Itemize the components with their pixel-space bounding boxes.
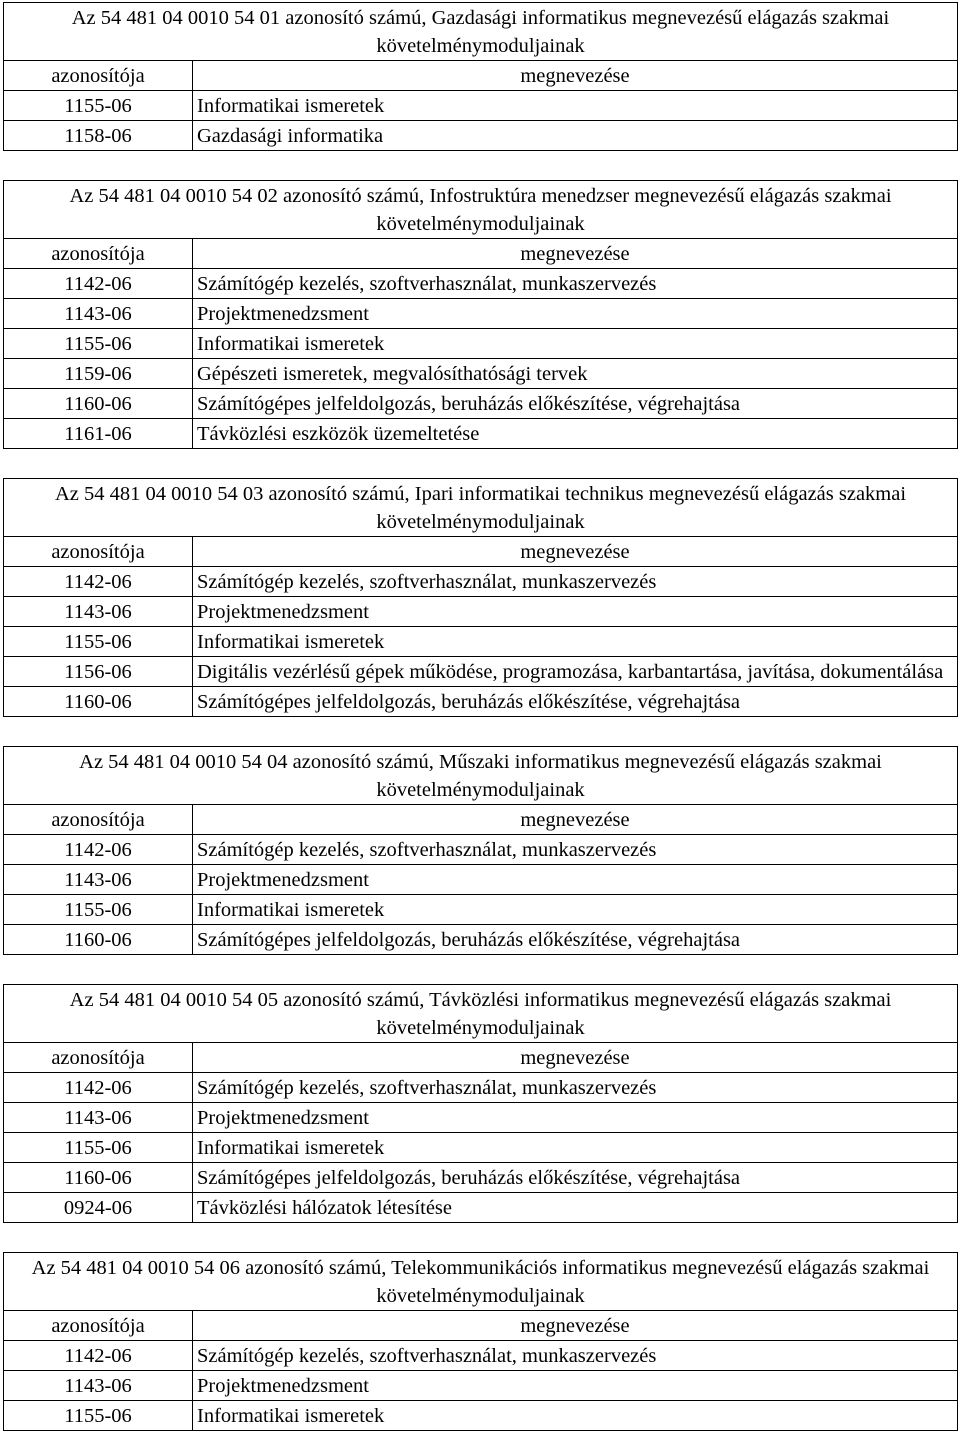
- document: [3, 2, 957, 1431]
- module-code: 1155-06: [4, 91, 193, 121]
- module-table: [3, 2, 958, 151]
- module-table: [3, 746, 958, 955]
- table-title-row: [4, 985, 958, 1043]
- table-row: [4, 1341, 958, 1371]
- module-code: 1142-06: [4, 835, 193, 865]
- table-row: [4, 1371, 958, 1401]
- module-code: 1155-06: [4, 895, 193, 925]
- table-title: Az 54 481 04 0010 54 05 azonosító számú, Távközlési informatikus megnevezésű elágazás szakmai követelménymoduljainak: [4, 985, 958, 1043]
- table-title-row: [4, 3, 958, 61]
- module-name: Gépészeti ismeretek, megvalósíthatósági tervek: [193, 359, 958, 389]
- table-header-row: [4, 1043, 958, 1073]
- column-header-code: azonosítója: [4, 805, 193, 835]
- table-header-row: [4, 1311, 958, 1341]
- table-title: Az 54 481 04 0010 54 03 azonosító számú, Ipari informatikai technikus megnevezésű elágazás szakmai követelménymoduljainak: [4, 479, 958, 537]
- table-row: [4, 91, 958, 121]
- module-code: 1155-06: [4, 1401, 193, 1431]
- table-title: Az 54 481 04 0010 54 01 azonosító számú, Gazdasági informatikus megnevezésű elágazás szakmai követelménymoduljainak: [4, 3, 958, 61]
- module-name: Informatikai ismeretek: [193, 1133, 958, 1163]
- module-name: Számítógép kezelés, szoftverhasználat, munkaszervezés: [193, 1341, 958, 1371]
- column-header-code: azonosítója: [4, 61, 193, 91]
- column-header-name: megnevezése: [193, 805, 958, 835]
- module-code: 1143-06: [4, 1371, 193, 1401]
- module-name: Informatikai ismeretek: [193, 329, 958, 359]
- module-name: Számítógép kezelés, szoftverhasználat, munkaszervezés: [193, 835, 958, 865]
- table-header-row: [4, 239, 958, 269]
- module-code: 1143-06: [4, 865, 193, 895]
- module-name: Projektmenedzsment: [193, 597, 958, 627]
- table-row: [4, 925, 958, 955]
- column-header-name: megnevezése: [193, 239, 958, 269]
- module-code: 1143-06: [4, 1103, 193, 1133]
- table-row: [4, 389, 958, 419]
- module-name: Gazdasági informatika: [193, 121, 958, 151]
- module-name: Projektmenedzsment: [193, 299, 958, 329]
- module-name: Számítógépes jelfeldolgozás, beruházás előkészítése, végrehajtása: [193, 687, 958, 717]
- table-row: [4, 359, 958, 389]
- module-code: 1158-06: [4, 121, 193, 151]
- column-header-name: megnevezése: [193, 61, 958, 91]
- table-row: [4, 835, 958, 865]
- module-name: Távközlési eszközök üzemeltetése: [193, 419, 958, 449]
- table-title: Az 54 481 04 0010 54 02 azonosító számú, Infostruktúra menedzser megnevezésű elágazás szakmai követelménymoduljainak: [4, 181, 958, 239]
- module-code: 1161-06: [4, 419, 193, 449]
- module-name: Projektmenedzsment: [193, 1371, 958, 1401]
- module-code: 1142-06: [4, 567, 193, 597]
- module-code: 1160-06: [4, 925, 193, 955]
- module-table: [3, 478, 958, 717]
- module-name: Távközlési hálózatok létesítése: [193, 1193, 958, 1223]
- module-name: Számítógépes jelfeldolgozás, beruházás előkészítése, végrehajtása: [193, 1163, 958, 1193]
- table-header-row: [4, 537, 958, 567]
- column-header-code: azonosítója: [4, 239, 193, 269]
- module-code: 0924-06: [4, 1193, 193, 1223]
- table-row: [4, 1401, 958, 1431]
- table-row: [4, 329, 958, 359]
- table-row: [4, 627, 958, 657]
- module-name: Számítógép kezelés, szoftverhasználat, munkaszervezés: [193, 1073, 958, 1103]
- table-row: [4, 419, 958, 449]
- module-code: 1142-06: [4, 269, 193, 299]
- table-header-row: [4, 61, 958, 91]
- module-name: Számítógépes jelfeldolgozás, beruházás előkészítése, végrehajtása: [193, 925, 958, 955]
- module-code: 1143-06: [4, 597, 193, 627]
- module-name: Informatikai ismeretek: [193, 91, 958, 121]
- module-code: 1159-06: [4, 359, 193, 389]
- table-row: [4, 1163, 958, 1193]
- module-table: [3, 984, 958, 1223]
- table-title-row: [4, 181, 958, 239]
- column-header-name: megnevezése: [193, 537, 958, 567]
- module-code: 1142-06: [4, 1341, 193, 1371]
- table-title-row: [4, 1253, 958, 1311]
- module-name: Informatikai ismeretek: [193, 627, 958, 657]
- module-name: Informatikai ismeretek: [193, 895, 958, 925]
- module-code: 1155-06: [4, 1133, 193, 1163]
- module-code: 1160-06: [4, 389, 193, 419]
- module-name: Számítógép kezelés, szoftverhasználat, munkaszervezés: [193, 269, 958, 299]
- table-title: Az 54 481 04 0010 54 04 azonosító számú, Műszaki informatikus megnevezésű elágazás szakmai követelménymoduljainak: [4, 747, 958, 805]
- table-title-row: [4, 479, 958, 537]
- module-code: 1155-06: [4, 627, 193, 657]
- table-title-row: [4, 747, 958, 805]
- table-header-row: [4, 805, 958, 835]
- module-code: 1142-06: [4, 1073, 193, 1103]
- table-row: [4, 1073, 958, 1103]
- column-header-code: azonosítója: [4, 1043, 193, 1073]
- module-code: 1160-06: [4, 1163, 193, 1193]
- module-table: [3, 1252, 958, 1431]
- table-row: [4, 269, 958, 299]
- table-row: [4, 1193, 958, 1223]
- module-table: [3, 180, 958, 449]
- table-title: Az 54 481 04 0010 54 06 azonosító számú, Telekommunikációs informatikus megnevezésű elágazás szakmai követelménymoduljainak: [4, 1253, 958, 1311]
- module-name: Informatikai ismeretek: [193, 1401, 958, 1431]
- module-code: 1160-06: [4, 687, 193, 717]
- table-row: [4, 567, 958, 597]
- table-row: [4, 865, 958, 895]
- module-code: 1143-06: [4, 299, 193, 329]
- table-row: [4, 597, 958, 627]
- column-header-name: megnevezése: [193, 1311, 958, 1341]
- table-row: [4, 895, 958, 925]
- module-name: Projektmenedzsment: [193, 1103, 958, 1133]
- module-name: Digitális vezérlésű gépek működése, programozása, karbantartása, javítása, dokumentálása: [193, 657, 958, 687]
- column-header-code: azonosítója: [4, 1311, 193, 1341]
- table-row: [4, 121, 958, 151]
- column-header-name: megnevezése: [193, 1043, 958, 1073]
- module-code: 1155-06: [4, 329, 193, 359]
- table-row: [4, 1103, 958, 1133]
- table-row: [4, 657, 958, 687]
- module-name: Számítógépes jelfeldolgozás, beruházás előkészítése, végrehajtása: [193, 389, 958, 419]
- column-header-code: azonosítója: [4, 537, 193, 567]
- module-name: Projektmenedzsment: [193, 865, 958, 895]
- table-row: [4, 299, 958, 329]
- table-row: [4, 1133, 958, 1163]
- module-code: 1156-06: [4, 657, 193, 687]
- table-row: [4, 687, 958, 717]
- module-name: Számítógép kezelés, szoftverhasználat, munkaszervezés: [193, 567, 958, 597]
